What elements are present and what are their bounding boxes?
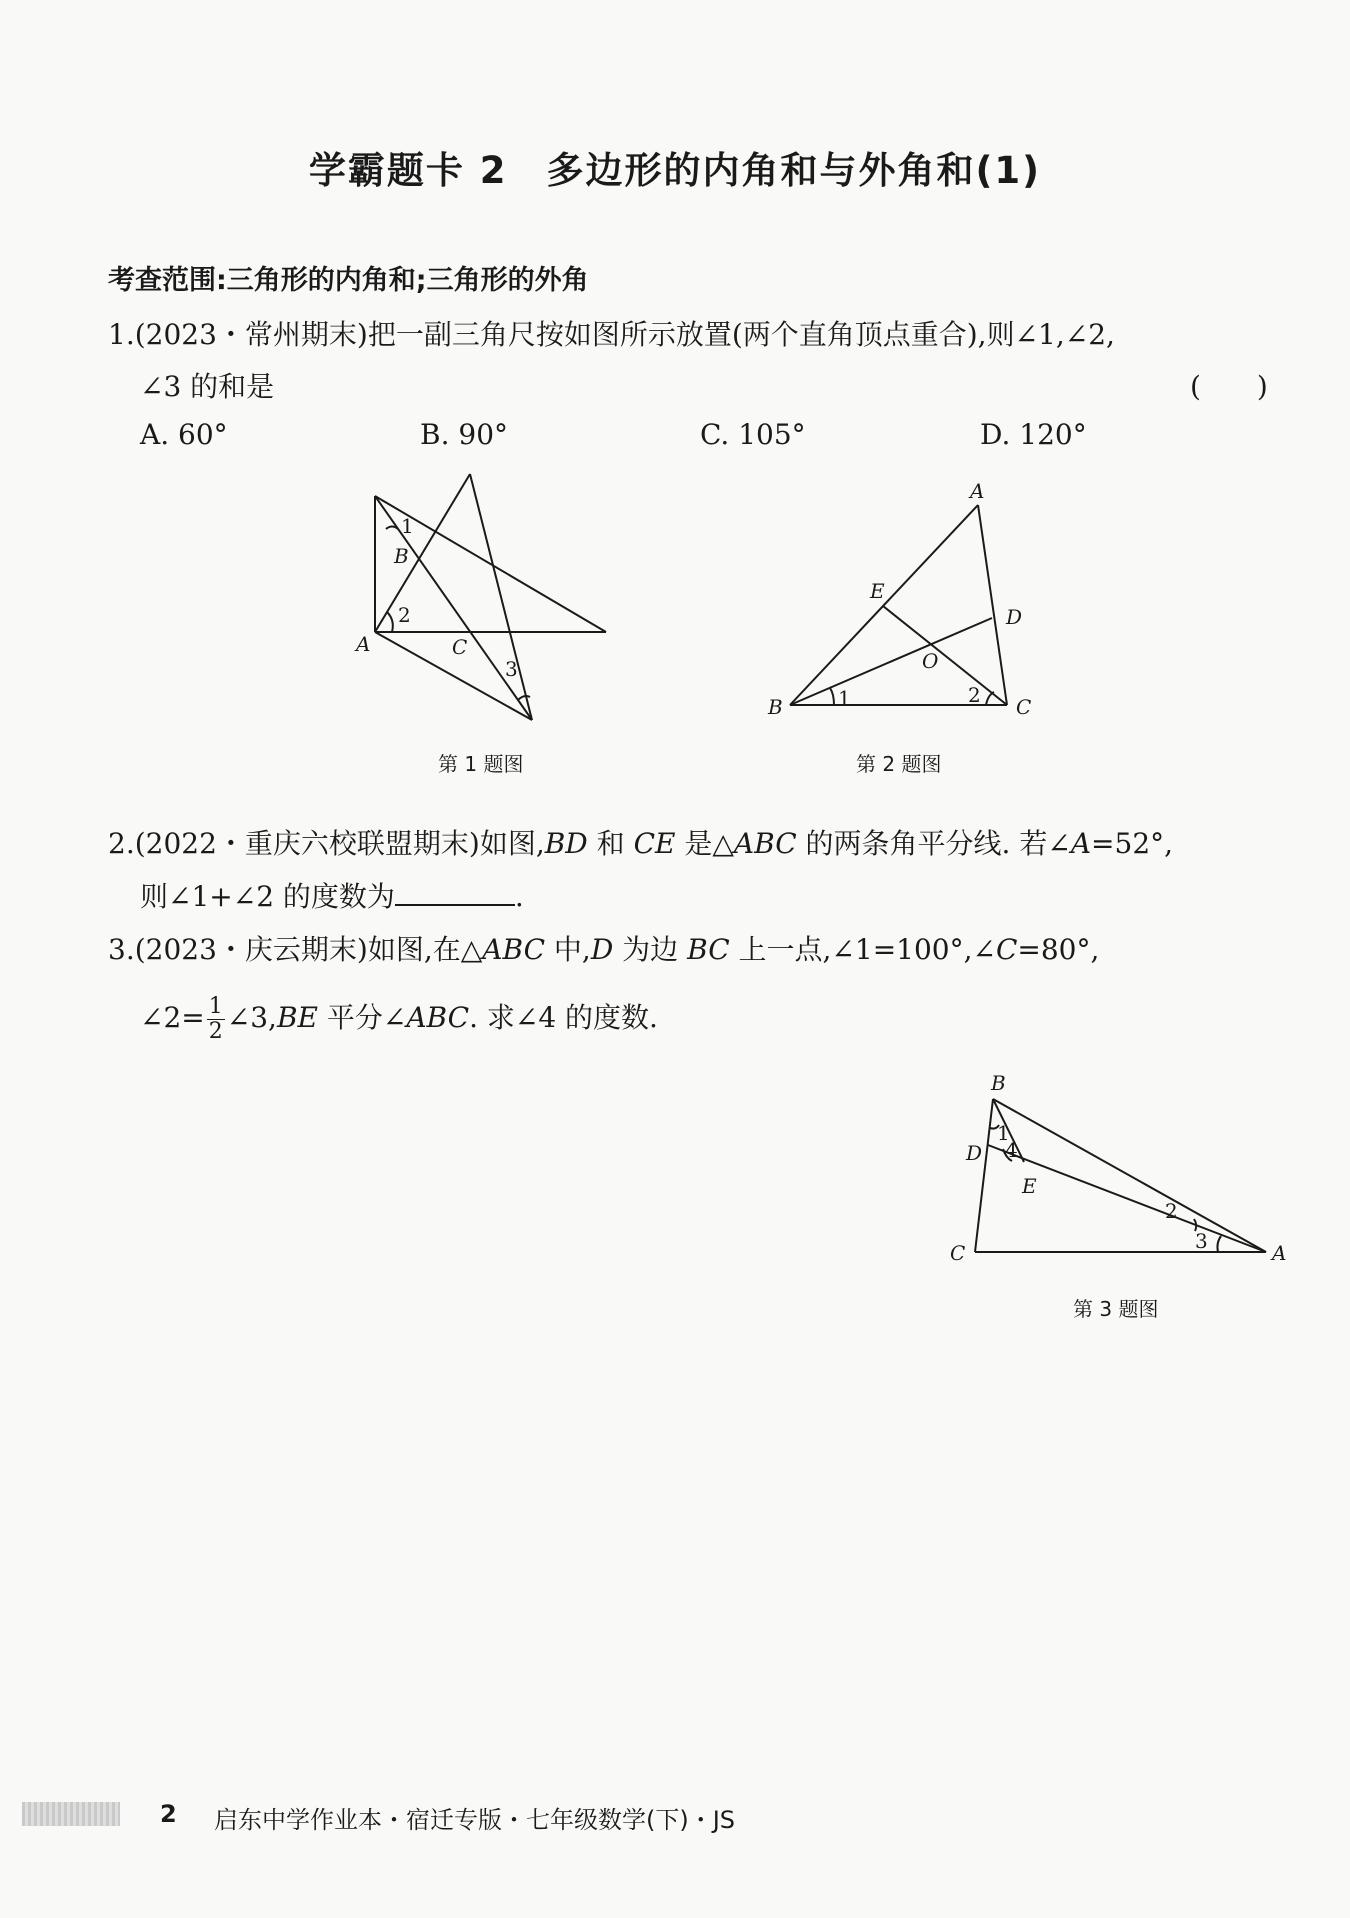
q1-option-b: B. 90° [420,418,509,451]
fig3-label-d: D [966,1141,983,1165]
fig2-label-a: A [970,479,985,503]
fig3-side-bc [975,1099,993,1252]
fig1-angle-2: 2 [398,603,411,627]
fig3-label-a: A [1272,1241,1287,1265]
q3-fraction: $\frac{1}{2}$ [208,994,223,1044]
fig2-angle-1: 1 [838,686,851,710]
fig1-angle-1: 1 [401,514,414,538]
q1-line2: ∠3 的和是 [140,370,275,403]
page-title: 学霸题卡 2 多边形的内角和与外角和(1) [308,149,1042,192]
fig2-label-c: C [1016,695,1032,719]
fig1-label-a: A [356,632,371,656]
fig2-caption: 第 2 题图 [856,752,942,776]
fig1-angle-3: 3 [505,657,518,681]
fig1-caption: 第 1 题图 [438,752,524,776]
q1-option-a: A. 60° [140,418,228,451]
footer-decoration-bar [22,1802,120,1826]
q3-line1: 3.(2023・庆云期末)如图,在△ABC 中,D 为边 BC 上一点,∠1=100°,∠C=80°, [108,933,1100,966]
fig2-label-e: E [870,579,885,603]
fig3-label-c: C [950,1241,966,1265]
footer-book-title: 启东中学作业本・宿迁专版・七年级数学(下)・JS [214,1806,736,1834]
fig2-angle-2: 2 [968,683,981,707]
q2-line1: 2.(2022・重庆六校联盟期末)如图,BD 和 CE 是△ABC 的两条角平分线. 若∠A=52°, [108,827,1174,860]
fig3-angle-1: 1 [997,1121,1010,1145]
q2-line2: 则∠1+∠2 的度数为 . [140,880,524,913]
scope-heading: 考查范围:三角形的内角和;三角形的外角 [108,265,589,296]
fig2-label-b: B [768,695,783,719]
fig1-label-c: C [452,635,468,659]
page-number: 2 [160,1800,177,1828]
q3-line2: ∠2= $\frac{1}{2}$ ∠3,BE 平分∠ABC. 求∠4 的度数. [140,994,658,1044]
q1-answer-paren: ( ) [1190,370,1268,403]
fig3-angle-3: 3 [1195,1229,1208,1253]
fig3-caption: 第 3 题图 [1073,1297,1159,1321]
fig3-angle3-arc [1217,1236,1221,1252]
fig3-angle-2: 2 [1165,1199,1178,1223]
q1-option-d: D. 120° [980,418,1087,451]
figure-3-lines [975,1099,1266,1252]
fig3-line-da [988,1145,1266,1252]
fig2-label-d: D [1006,605,1023,629]
q1-line1: 1.(2023・常州期末)把一副三角尺按如图所示放置(两个直角顶点重合),则∠1,∠2, [108,318,1115,351]
fig2-label-o: O [922,649,939,673]
fig3-label-b: B [991,1071,1006,1095]
q1-option-c: C. 105° [700,418,806,451]
fig1-label-b: B [394,544,409,568]
fig3-angle-4: 4 [1005,1138,1018,1162]
fig3-label-e: E [1022,1174,1037,1198]
